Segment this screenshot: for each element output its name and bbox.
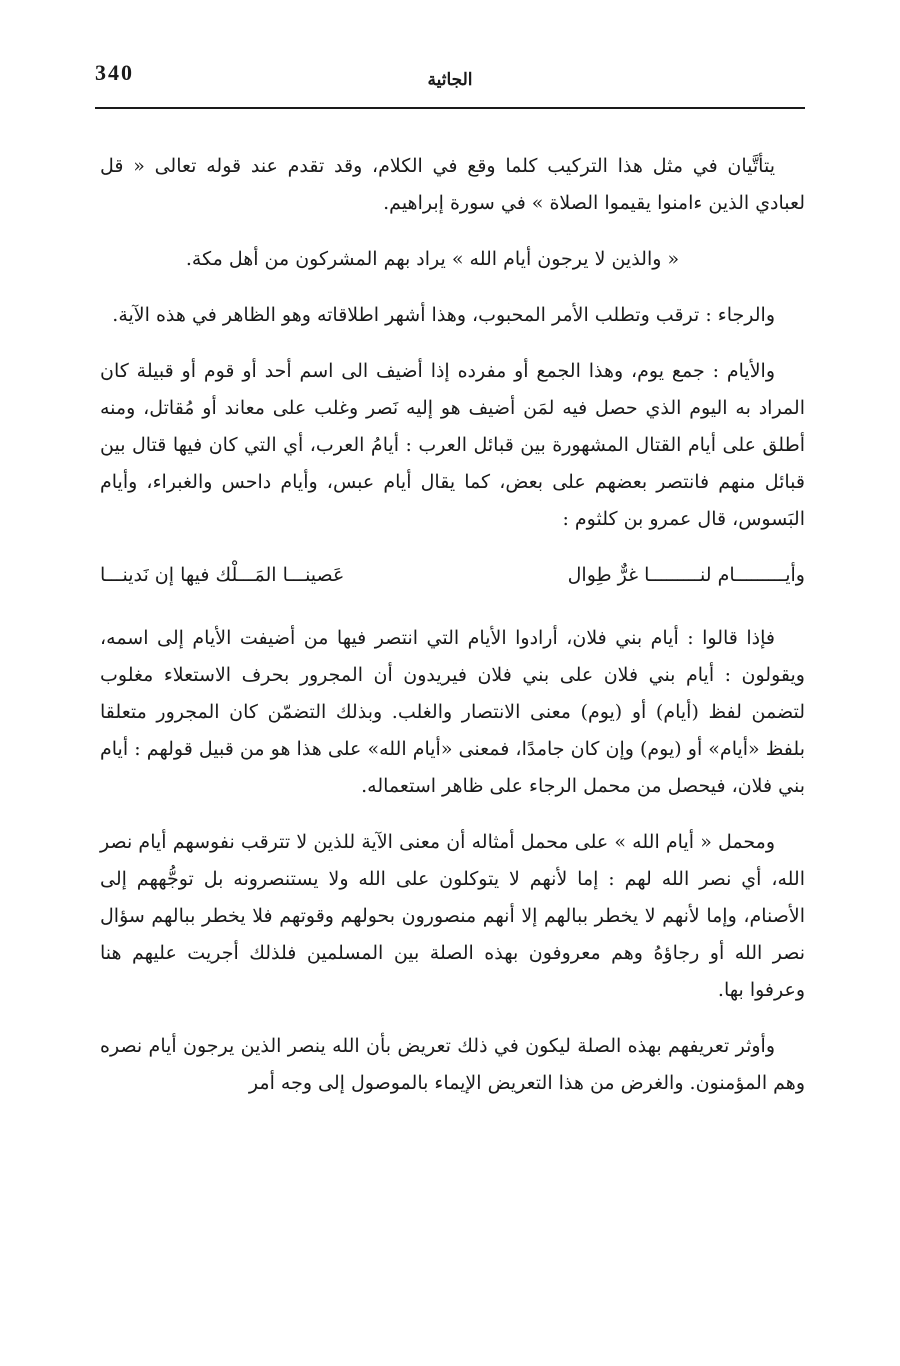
verse-second-hemistich: عَصينـــا المَـــلْك فيها إن نَدينـــا [100,564,345,586]
running-title: الجاثية [427,70,473,90]
paragraph: « والذين لا يرجون أيام الله » يراد بهم المشركون من أهل مكة. [185,248,680,270]
page-body [100,148,805,1121]
paragraph: والرجاء : ترقب وتطلب الأمر المحبوب، وهذا أشهر اطلاقاته وهو الظاهر في هذه الآية. [112,304,775,326]
paragraph: فإذا قالوا : أيام بني فلان، أرادوا الأيام التي انتصر فيها من أضيفت الأيام إلى اسمه، ويقولون : أيام بني فلان على بني فلان فيريدون أن المجرور بحرف الاستعلاء مغلوب لتضمن لفظ (أيام) أو (يوم) معنى الانتصار والغلب. وبذلك التضمّن كان المجرور متعلقا بلفظ «أيام» أو (يوم) وإن كان جامدًا، فمعنى «أيام الله» على هذا هو من قبيل قولهم : أيام بني فلان، فيحصل من محمل الرجاء على ظاهر استعماله. [100,627,805,797]
paragraph: ومحمل « أيام الله » على محمل أمثاله أن معنى الآية للذين لا تترقب نفوسهم أيام نصر الله، أي نصر الله لهم : إما لأنهم لا يتوكلون على الله ولا يستنصرونه بل توجُّههم إلى الأصنام، وإما لأنهم لا يخطر ببالهم إلا أنهم منصورون بحولهم وقوتهم فلا يخطر ببالهم سؤال نصر الله أو رجاؤهُ وهم معروفون بهذه الصلة بين المسلمين فلذلك أجريت عليهم هنا وعرفوا بها. [100,831,805,1001]
page-number: 340 [95,60,134,85]
paragraph: وأوثر تعريفهم بهذه الصلة ليكون في ذلك تعريض بأن الله ينصر الذين يرجون أيام نصره وهم المؤمنون. والغرض من هذا التعريض الإيماء بالموصول إلى وجه أمر [100,1035,805,1094]
page-header [95,60,805,100]
paragraph: يتأتَّيان في مثل هذا التركيب كلما وقع في الكلام، وقد تقدم عند قوله تعالى « قل لعبادي الذين ءامنوا يقيموا الصلاة » في سورة إبراهيم. [100,155,805,214]
paragraph: والأيام : جمع يوم، وهذا الجمع أو مفرده إذا أضيف الى اسم أحد أو قوم أو قبيلة كان المراد به اليوم الذي حصل فيه لمَن أضيف هو إليه نَصر وغلب على معاند أو مُقاتل، ومنه أطلق على أيام القتال المشهورة بين قبائل العرب : أيامُ العرب، أي التي كان فيها قتال بين قبائل منهم فانتصر بعضهم على بعض، كما يقال أيام عبس، وأيام داحس والغبراء، وأيام البَسوس، قال عمرو بن كلثوم : [100,360,805,530]
header-rule [95,107,805,109]
poetry-verse [100,557,805,594]
verse-first-hemistich: وأيـــــــــام لنـــــــــا غرٌّ طِوال [567,564,805,586]
